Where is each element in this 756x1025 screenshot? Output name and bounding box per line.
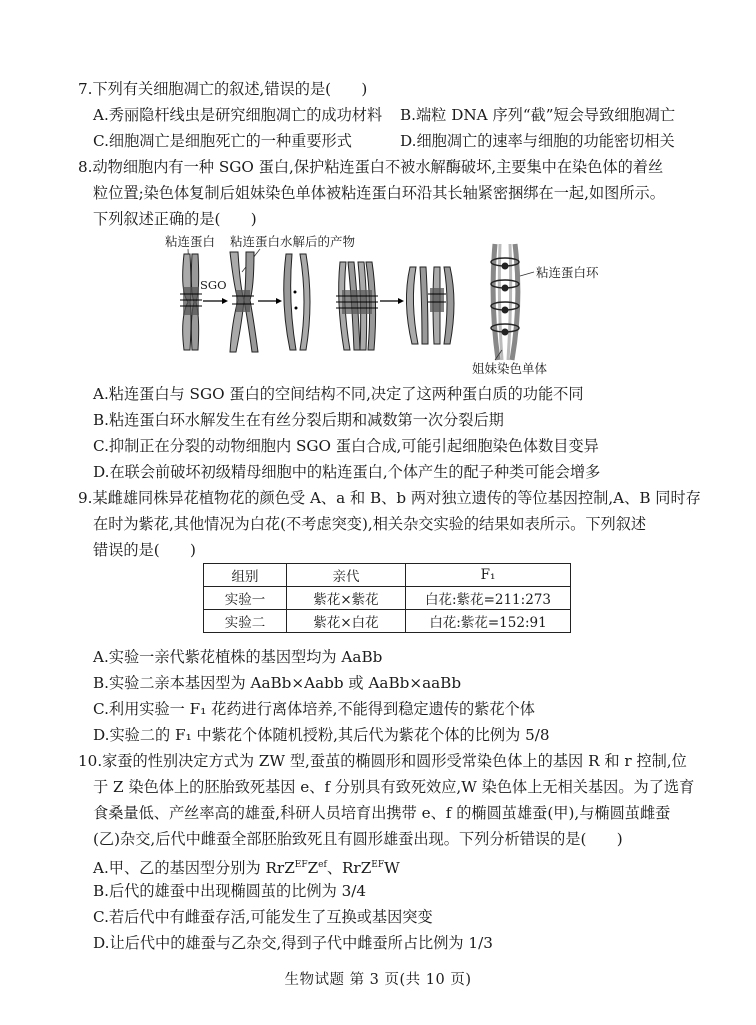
q9-option-d: D.实验二的 F₁ 中紫花个体随机授粉,其后代为紫花个体的比例为 5/8 [93, 726, 550, 744]
q7-option-b: B.端粒 DNA 序列“截”短会导致细胞凋亡 [400, 106, 676, 124]
table-header-cell: 组别 [204, 564, 287, 587]
table-row [204, 610, 571, 633]
q10-option-b: B.后代的雄蚕中出现椭圆茧的比例为 3/4 [93, 882, 367, 900]
q8-stem-line3: 下列叙述正确的是( ) [93, 210, 257, 228]
q10-a-sup1: EF [294, 860, 308, 870]
q8-option-d: D.在联会前破坏初级精母细胞中的粘连蛋白,个体产生的配子种类可能会增多 [93, 463, 601, 481]
label-cohesin: 粘连蛋白 [165, 234, 216, 249]
table-header-row [204, 564, 571, 587]
chromosome-2 [230, 252, 258, 352]
q9-option-c: C.利用实验一 F₁ 花药进行离体培养,不能得到稳定遗传的紫花个体 [93, 700, 535, 718]
table-cell: 紫花×紫花 [287, 587, 406, 610]
table-header-cell: F₁ [406, 564, 571, 587]
label-hydrolysis-product: 粘连蛋白水解后的产物 [230, 234, 356, 249]
q8-option-b: B.粘连蛋白环水解发生在有丝分裂后期和减数第一次分裂后期 [93, 411, 504, 429]
q8-stem-line1: 8.动物细胞内有一种 SGO 蛋白,保护粘连蛋白不被水解酶破坏,主要集中在染色体的着丝 [78, 158, 664, 176]
table-cell: 实验二 [204, 610, 287, 633]
chromosome-1 [180, 254, 202, 350]
q10-option-a [93, 854, 400, 879]
q9-option-b: B.实验二亲本基因型为 AaBb×Aabb 或 AaBb×aaBb [93, 674, 462, 692]
q10-stem-line3: 食桑量低、产丝率高的雄蚕,科研人员培育出携带 e、f 的椭圆茧雄蚕(甲),与椭圆茧雌蚕 [93, 804, 671, 822]
table-cell: 实验一 [204, 587, 287, 610]
q10-a-text: A.甲、乙的基因型分别为 RrZ [93, 859, 295, 878]
q8-option-c: C.抑制正在分裂的动物细胞内 SGO 蛋白合成,可能引起细胞染色体数目变异 [93, 437, 599, 455]
q10-a-mid1: Z [307, 859, 319, 878]
q10-option-c: C.若后代中有雌蚕存活,可能发生了互换或基因突变 [93, 908, 433, 926]
q7-option-d: D.细胞凋亡的速率与细胞的功能密切相关 [400, 132, 675, 150]
q10-a-end: W [384, 859, 400, 878]
q9-stem-line3: 错误的是( ) [93, 541, 196, 559]
q9-stem-line1: 9.某雌雄同株异花植物花的颜色受 A、a 和 B、b 两对独立遗传的等位基因控制,A、B 同时存 [78, 489, 701, 507]
q10-stem-line1: 10.家蚕的性别决定方式为 ZW 型,蚕茧的椭圆形和圆形受常染色体上的基因 R 和 r 控制,位 [78, 752, 687, 770]
cohesin-ring-illustration [491, 244, 534, 360]
q10-a-mid2: 、RrZ [326, 859, 372, 878]
q8-option-a: A.粘连蛋白与 SGO 蛋白的空间结构不同,决定了这两种蛋白质的功能不同 [93, 385, 584, 403]
table-cell: 白花:紫花=152:91 [406, 610, 571, 633]
table-cell: 白花:紫花=211:273 [406, 587, 571, 610]
page-footer: 生物试题 第 3 页(共 10 页) [284, 972, 472, 988]
chromosome-3 [284, 254, 310, 350]
q10-a-sup2: ef [318, 860, 327, 870]
table-cell: 紫花×白花 [287, 610, 406, 633]
q9-stem-line2: 在时为紫花,其他情况为白花(不考虑突变),相关杂交实验的结果如表所示。下列叙述 [93, 515, 647, 533]
chromosome-5 [406, 267, 454, 344]
q7-option-a: A.秀丽隐杆线虫是研究细胞凋亡的成功材料 [93, 106, 383, 124]
chromosome-4 [336, 262, 378, 350]
q10-stem-line2: 于 Z 染色体上的胚胎致死基因 e、f 分别具有致死效应,W 染色体上无相关基因。为了选育 [93, 778, 695, 796]
figure-drawing [150, 232, 620, 377]
label-sister-chromatids: 姐妹染色单体 [472, 361, 548, 376]
q10-a-sup3: EF [371, 860, 385, 870]
q10-option-d: D.让后代中的雄蚕与乙杂交,得到子代中雌蚕所占比例为 1/3 [93, 934, 493, 952]
chromosome-cohesin-figure [150, 232, 620, 377]
label-sgo: SGO [200, 278, 227, 292]
q10-stem-line4: (乙)杂交,后代中雌蚕全部胚胎致死且有圆形雄蚕出现。下列分析错误的是( ) [93, 830, 623, 848]
table-header-cell: 亲代 [287, 564, 406, 587]
label-cohesin-ring: 粘连蛋白环 [536, 265, 599, 280]
q9-option-a: A.实验一亲代紫花植株的基因型均为 AaBb [93, 648, 383, 666]
table-row [204, 587, 571, 610]
q8-stem-line2: 粒位置;染色体复制后姐妹染色单体被粘连蛋白环沿其长轴紧密捆绑在一起,如图所示。 [93, 184, 665, 202]
q7-option-c: C.细胞凋亡是细胞死亡的一种重要形式 [93, 132, 352, 150]
q7-stem: 7.下列有关细胞凋亡的叙述,错误的是( ) [78, 80, 368, 98]
q9-results-table [203, 563, 571, 633]
